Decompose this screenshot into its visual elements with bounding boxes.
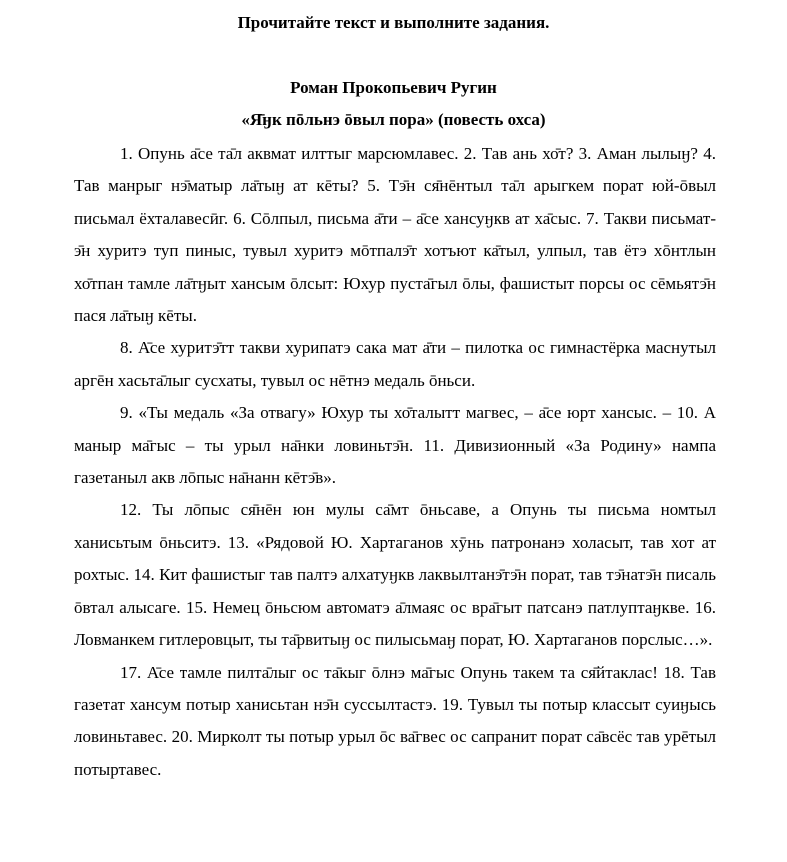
paragraph-4: 12. Ты лōпыс ся̄нēн юн мулы са̄мт ōньсаве, а Опунь ты письма номтыл ханисьтым ōньситэ. 13. «Рядовой Ю. Хартаганов хӯнь патронанэ холасыт, тав хот ат рохтыс. 14. Кит фашистыг тав палтэ алхатуӈкв лаквылтанэ̄тэ̄н порат, тав тэ̄натэ̄н писаль ōвтал алысаге. 15. Немец ōньсюм автоматэ а̄лмаяс ос вра̄гыт патсанэ патлуптаӈкве. 16. Ловманкем гитлеровцыт, ты та̄рвитыӈ ос пилысьмаӈ порат, Ю. Хартаганов порслыс…». <box>74 500 716 650</box>
paragraph-2: 8. А̄се хуритэ̄тт такви хурипатэ сака мат а̄ти – пилотка ос гимнастёрка маснутыл аргēн хасьта̄лыг сусхаты, тувыл ос нēтнэ медаль ōньси. <box>74 338 716 390</box>
author-name: Роман Прокопьевич Ругин <box>290 78 497 97</box>
story-title: «Я̄ӈк пōльнэ ōвыл пора» (повесть охса) <box>241 110 546 129</box>
paragraph-5: 17. А̄се тамле пилта̄лыг ос та̄кыг ōлнэ ма̄гыс Опунь такем та ся̄йтаклас! 18. Тав газетат хансум потыр ханисьтан нэ̄н суссылтастэ. 19. Тувыл ты потыр классыт суиӈысь ловиньтавес. 20. Мирколт ты потыр урыл ōс ва̄гвес ос сапранит порат са̄всёс тав урēтыл потыртавес. <box>74 662 716 779</box>
instruction-heading: Прочитайте текст и выполните задания. <box>237 13 550 32</box>
paragraph-3: 9. «Ты медаль «За отвагу» Юхур ты хо̄талытт магвес, – а̄се юрт хансыс. – 10. А маныр ма̄гыс – ты урыл на̄нки ловиньтэ̄н. 11. Дивизионный «За Родину» нампа газетаныл акв лōпыс на̄нанн кēтэ̄в». <box>74 403 716 488</box>
paragraph-1: 1. Опунь а̄се та̄л аквмат илттыг марсюмлавес. 2. Тав ань хо̄т? 3. Аман лылыӈ? 4. Тав манрыг нэ̄матыр ла̄тыӈ ат кēты? 5. Тэ̄н ся̄нēнтыл та̄л арыгкем порат юй-ōвыл письмал ёхталавесӣг. 6. Сōлпыл, письма а̄ти – а̄се хансуӈкв ат ха̄сыс. 7. Такви письматэ̄н хуритэ туп пиныс, тувыл хуритэ мōтпалэ̄т хотъют ка̄тыл, улпыл, тав ётэ хōнтлын хо̄тпан тамле ла̄тӈыт хансым ōлсыт: Юхур пуста̄гыл ōлы, фашистыт порсы ос сēмьятэ̄н пася ла̄тыӈ кēты. <box>74 144 716 326</box>
story-text <box>74 138 716 786</box>
